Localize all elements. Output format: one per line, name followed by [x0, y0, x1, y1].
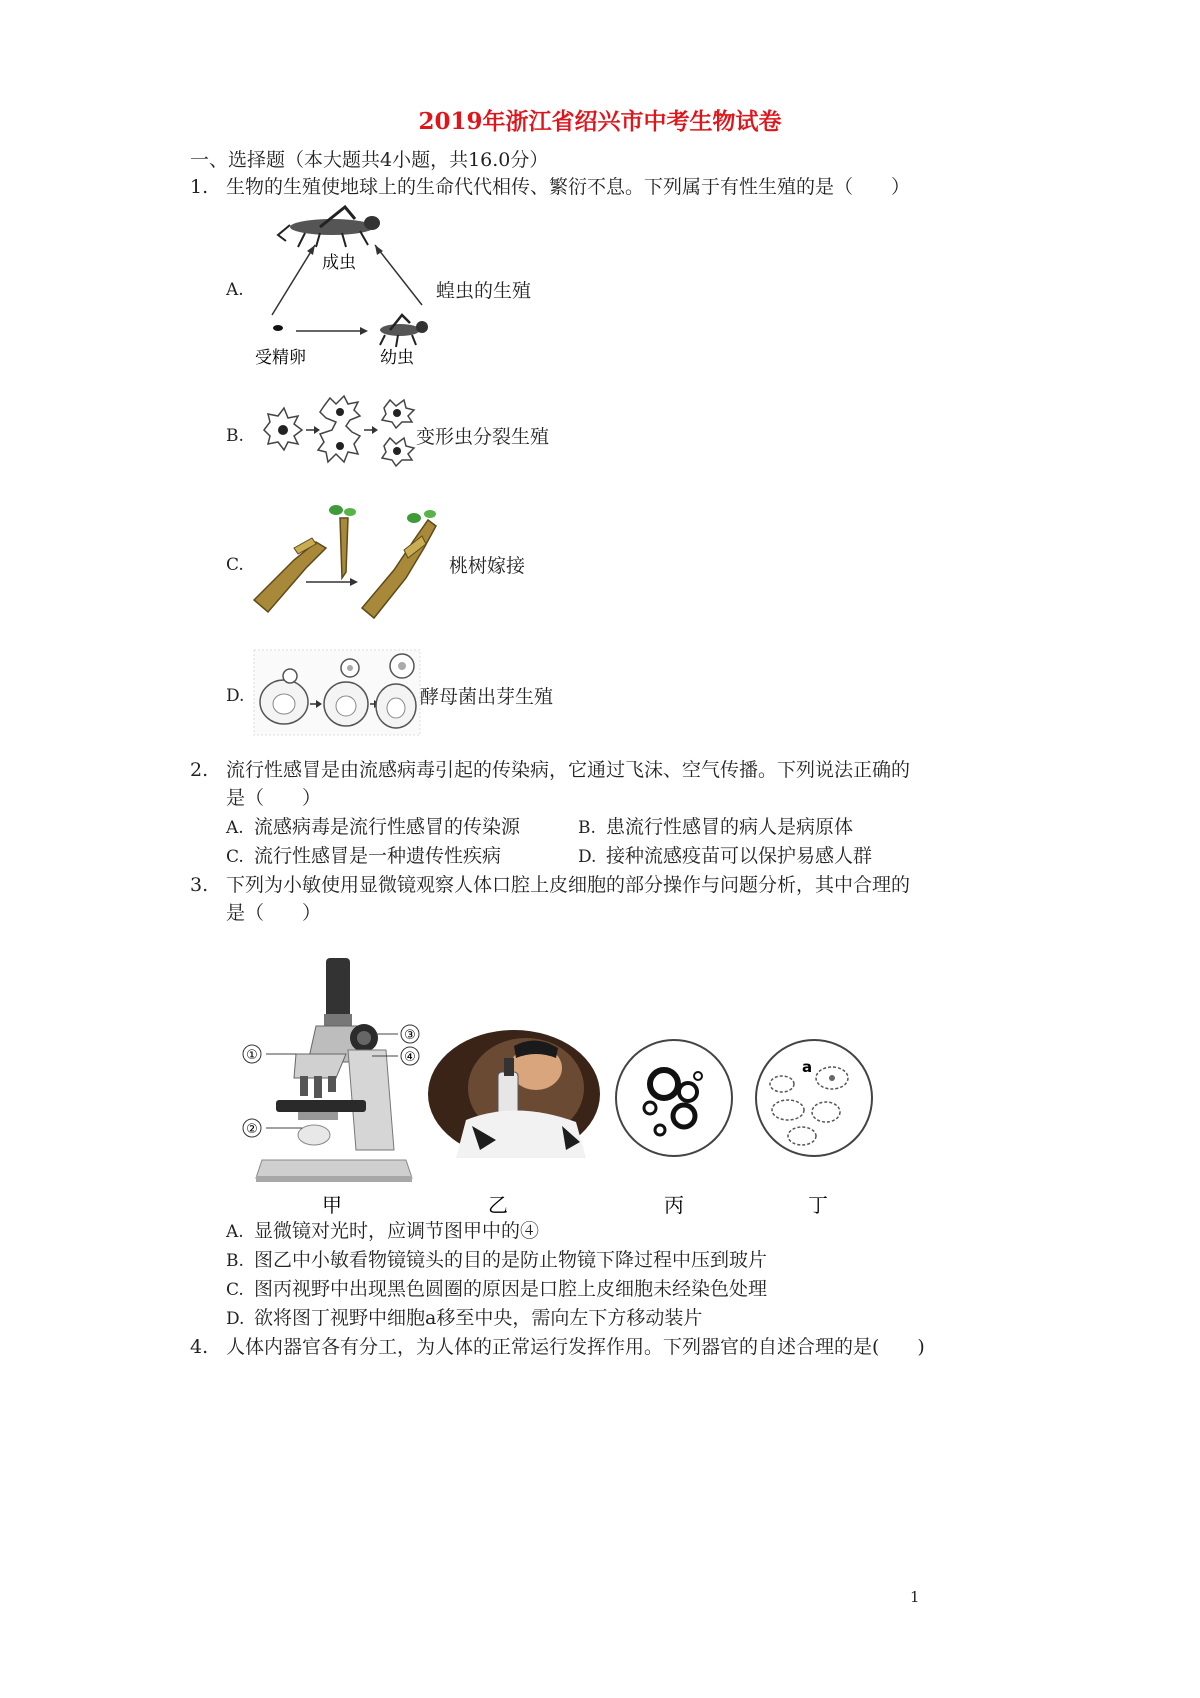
q2-option-d-letter: D. [578, 847, 597, 867]
grafted-branch-icon [362, 510, 436, 618]
q1-option-a-letter: A. [226, 280, 244, 300]
q1-option-c-caption: 桃树嫁接 [449, 555, 526, 577]
q4-stem: 人体内器官各有分工，为人体的正常运行发挥作用。下列器官的自述合理的是( ) [226, 1336, 925, 1358]
q2-option-b-text: 患流行性感冒的病人是病原体 [606, 816, 854, 838]
field-of-view-bubbles [616, 1040, 732, 1156]
q1-option-d-letter: D. [226, 686, 245, 706]
section-heading: 一、选择题（本大题共4小题，共16.0分） [190, 149, 549, 171]
q2-option-b-letter: B. [578, 818, 596, 838]
q2-option-c-text: 流行性感冒是一种遗传性疾病 [254, 845, 502, 867]
q2-option-d-text: 接种流感疫苗可以保护易感人群 [606, 845, 873, 867]
q1-number: 1. [190, 176, 209, 198]
q2-stem-line2: 是（ ） [226, 787, 322, 809]
label-circle-1: ① [246, 1048, 258, 1063]
q3-option-b-letter: B. [226, 1251, 244, 1271]
q2-option-a-letter: A. [226, 818, 244, 838]
label-circle-3: ③ [404, 1028, 416, 1043]
amoeba-fission-diagram [256, 392, 416, 472]
q1-option-b-letter: B. [226, 426, 244, 446]
page-number: 1 [910, 1588, 920, 1606]
microscope-icon [256, 958, 412, 1182]
figure-label-yi: 乙 [488, 1193, 508, 1217]
adult-locust-icon [278, 207, 380, 247]
q1-stem: 生物的生殖使地球上的生命代代相传、繁衍不息。下列属于有性生殖的是（ ） [226, 176, 911, 198]
grafting-diagram [254, 500, 444, 625]
stock-branch-icon [254, 538, 326, 612]
q3-option-a-text: 显微镜对光时，应调节图甲中的④ [254, 1220, 540, 1242]
q2-stem-line1: 流行性感冒是由流感病毒引起的传染病，它通过飞沫、空气传播。下列说法正确的 [226, 759, 911, 781]
q1-option-a-caption: 蝗虫的生殖 [436, 280, 532, 302]
scion-icon [329, 505, 356, 578]
field-of-view-cells [756, 1040, 872, 1156]
q2-number: 2. [190, 759, 209, 781]
student-using-microscope-photo [428, 1030, 600, 1158]
q4-number: 4. [190, 1336, 209, 1358]
egg-label: 受精卵 [255, 348, 306, 368]
page-title: 2019年浙江省绍兴市中考生物试卷 [418, 108, 782, 135]
q2-option-a-text: 流感病毒是流行性感冒的传染源 [254, 816, 521, 838]
amoeba-icon [264, 408, 302, 450]
q3-stem-line2: 是（ ） [226, 902, 322, 924]
label-circle-4: ④ [404, 1050, 416, 1065]
label-circle-2: ② [246, 1122, 258, 1137]
q3-option-c-text: 图丙视野中出现黑色圆圈的原因是口腔上皮细胞未经染色处理 [254, 1278, 768, 1300]
microscope-figure [236, 950, 876, 1222]
figure-label-ding: 丁 [808, 1193, 828, 1217]
q1-option-d-caption: 酵母菌出芽生殖 [420, 686, 554, 708]
q3-number: 3. [190, 874, 209, 896]
figure-label-jia: 甲 [322, 1193, 342, 1217]
dividing-amoeba-icon [318, 396, 360, 462]
q1-option-c-letter: C. [226, 555, 244, 575]
adult-label: 成虫 [322, 253, 356, 273]
cell-a-label: a [802, 1058, 813, 1076]
nymph-locust-icon [380, 315, 428, 347]
q3-option-a-letter: A. [226, 1222, 244, 1242]
daughter-amoeba-icons [382, 400, 414, 466]
yeast-budding-diagram [254, 650, 420, 735]
locust-life-cycle-diagram [250, 205, 450, 375]
q3-stem-line1: 下列为小敏使用显微镜观察人体口腔上皮细胞的部分操作与问题分析，其中合理的 [226, 874, 911, 896]
q3-option-d-letter: D. [226, 1309, 245, 1329]
q3-option-c-letter: C. [226, 1280, 244, 1300]
q3-option-d-text: 欲将图丁视野中细胞a移至中央，需向左下方移动装片 [254, 1307, 703, 1329]
nymph-label: 幼虫 [380, 348, 414, 368]
figure-label-bing: 丙 [664, 1193, 684, 1217]
q1-option-b-caption: 变形虫分裂生殖 [416, 426, 550, 448]
q2-option-c-letter: C. [226, 847, 244, 867]
egg-icon [273, 325, 283, 331]
q3-option-b-text: 图乙中小敏看物镜镜头的目的是防止物镜下降过程中压到玻片 [254, 1249, 768, 1271]
